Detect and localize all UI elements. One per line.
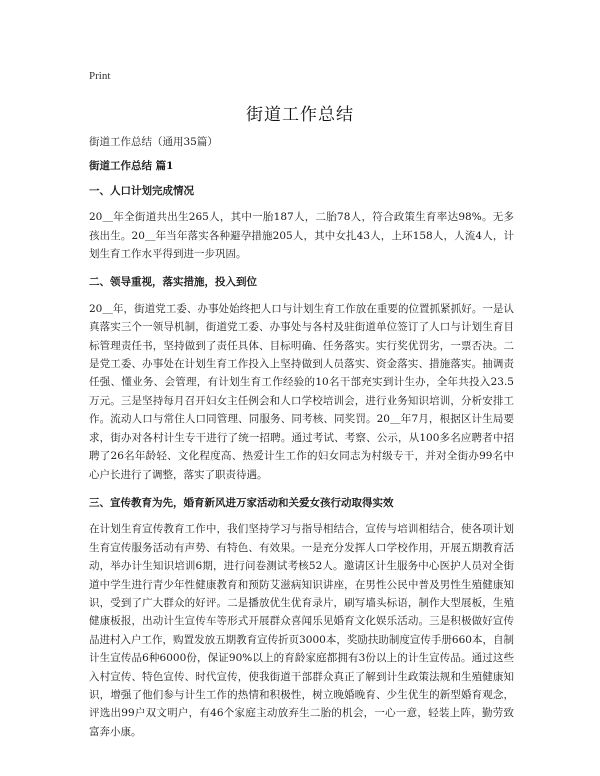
section-paragraph-2: 20＿年，街道党工委、办事处始终把人口与计划生育工作放在重要的位置抓紧抓好。一是认真落实三个一领导机制，街道党工委、办事处与各村及驻街道单位签订了人口与计划生育目标管理责任书，坚持做到了责任具体、目标明确、任务落实。实行奖优罚劣，一票否决。二是党工委、办事处在计划生育工作投入上坚持做到人员落实、资金落实、措施落实。抽调责任强、懂业务、会管理，有计划生育工作经验的10名干部充实到计生办，全年共投入23.5万元。三是坚持每月召开妇女主任例会和人口学校培训会，进行业务知识培训，分析安排工作。流动人口与常住人口同管理、同服务、同考核、同奖罚。20＿年7月，根据区计生局要求，街办对各村计生专干进行了统一招聘。通过考试、考察、公示，从100多名应聘者中招聘了26名年龄轻、文化程度高、热爱计生工作的妇女同志为村级专干，并对全街办99名中心户长进行了调整，落实了职责待遇。 [89, 302, 514, 481]
document-body [89, 133, 514, 749]
section-paragraph-1: 20＿年全街道共出生265人，其中一胎187人，二胎78人，符合政策生育率达98%。无多孩出生。20＿年当年落实各种避孕措施205人，其中女扎43人，上环158人，人流4人，计划生育工作水平得到进一步巩固。 [89, 211, 514, 261]
print-label: Print [89, 70, 111, 82]
document-subtitle: 街道工作总结（通用35篇） [89, 136, 218, 148]
section-heading-2: 二、领导重视，落实措施，投入到位 [89, 276, 257, 289]
document-title: 街道工作总结 [246, 105, 354, 125]
section-paragraph-3: 在计划生育宣传教育工作中，我们坚持学习与指导相结合，宣传与培训相结合，使各项计划生育宣传服务活动有声势、有特色、有效果。一是充分发挥人口学校作用，开展五期教育活动，举办计生知识培训6期，进行问卷测试考核52人。邀请区计生服务中心医护人员对全街道中学生进行青少年性健康教育和预防艾滋病知识讲座，在男性公民中普及男性生殖健康知识，受到了广大群众的好评。二是播放优生优育录片，刷写墙头标语，制作大型展板，生殖健康板报，出动计生宣传车等形式开展群众喜闻乐见婚育文化娱乐活动。三是积极做好宣传品进村入户工作，购置发放五期教育宣传折页3000本，奖励扶助制度宣传手册660本，自制计生宣传品6种6000份，保证90%以上的育龄家庭都拥有3份以上的计生宣传品。通过这些入村宣传、特色宣传、时代宣传，使我街道干部群众真正了解到计生政策法规和生殖健康知识，增强了他们参与计生工作的热情和积极性，树立晚婚晚育、少生优生的新型婚育观念，评选出99户双文明户，有46个家庭主动放弃生二胎的机会，一心一意，轻装上阵，勤劳致富奔小康。 [89, 523, 514, 738]
section-heading-1: 一、人口计划完成情况 [89, 184, 194, 197]
section-heading-3: 三、宣传教育为先，婚育新风进万家活动和关爱女孩行动取得实效 [89, 496, 394, 509]
article-heading: 街道工作总结 篇1 [89, 160, 174, 173]
